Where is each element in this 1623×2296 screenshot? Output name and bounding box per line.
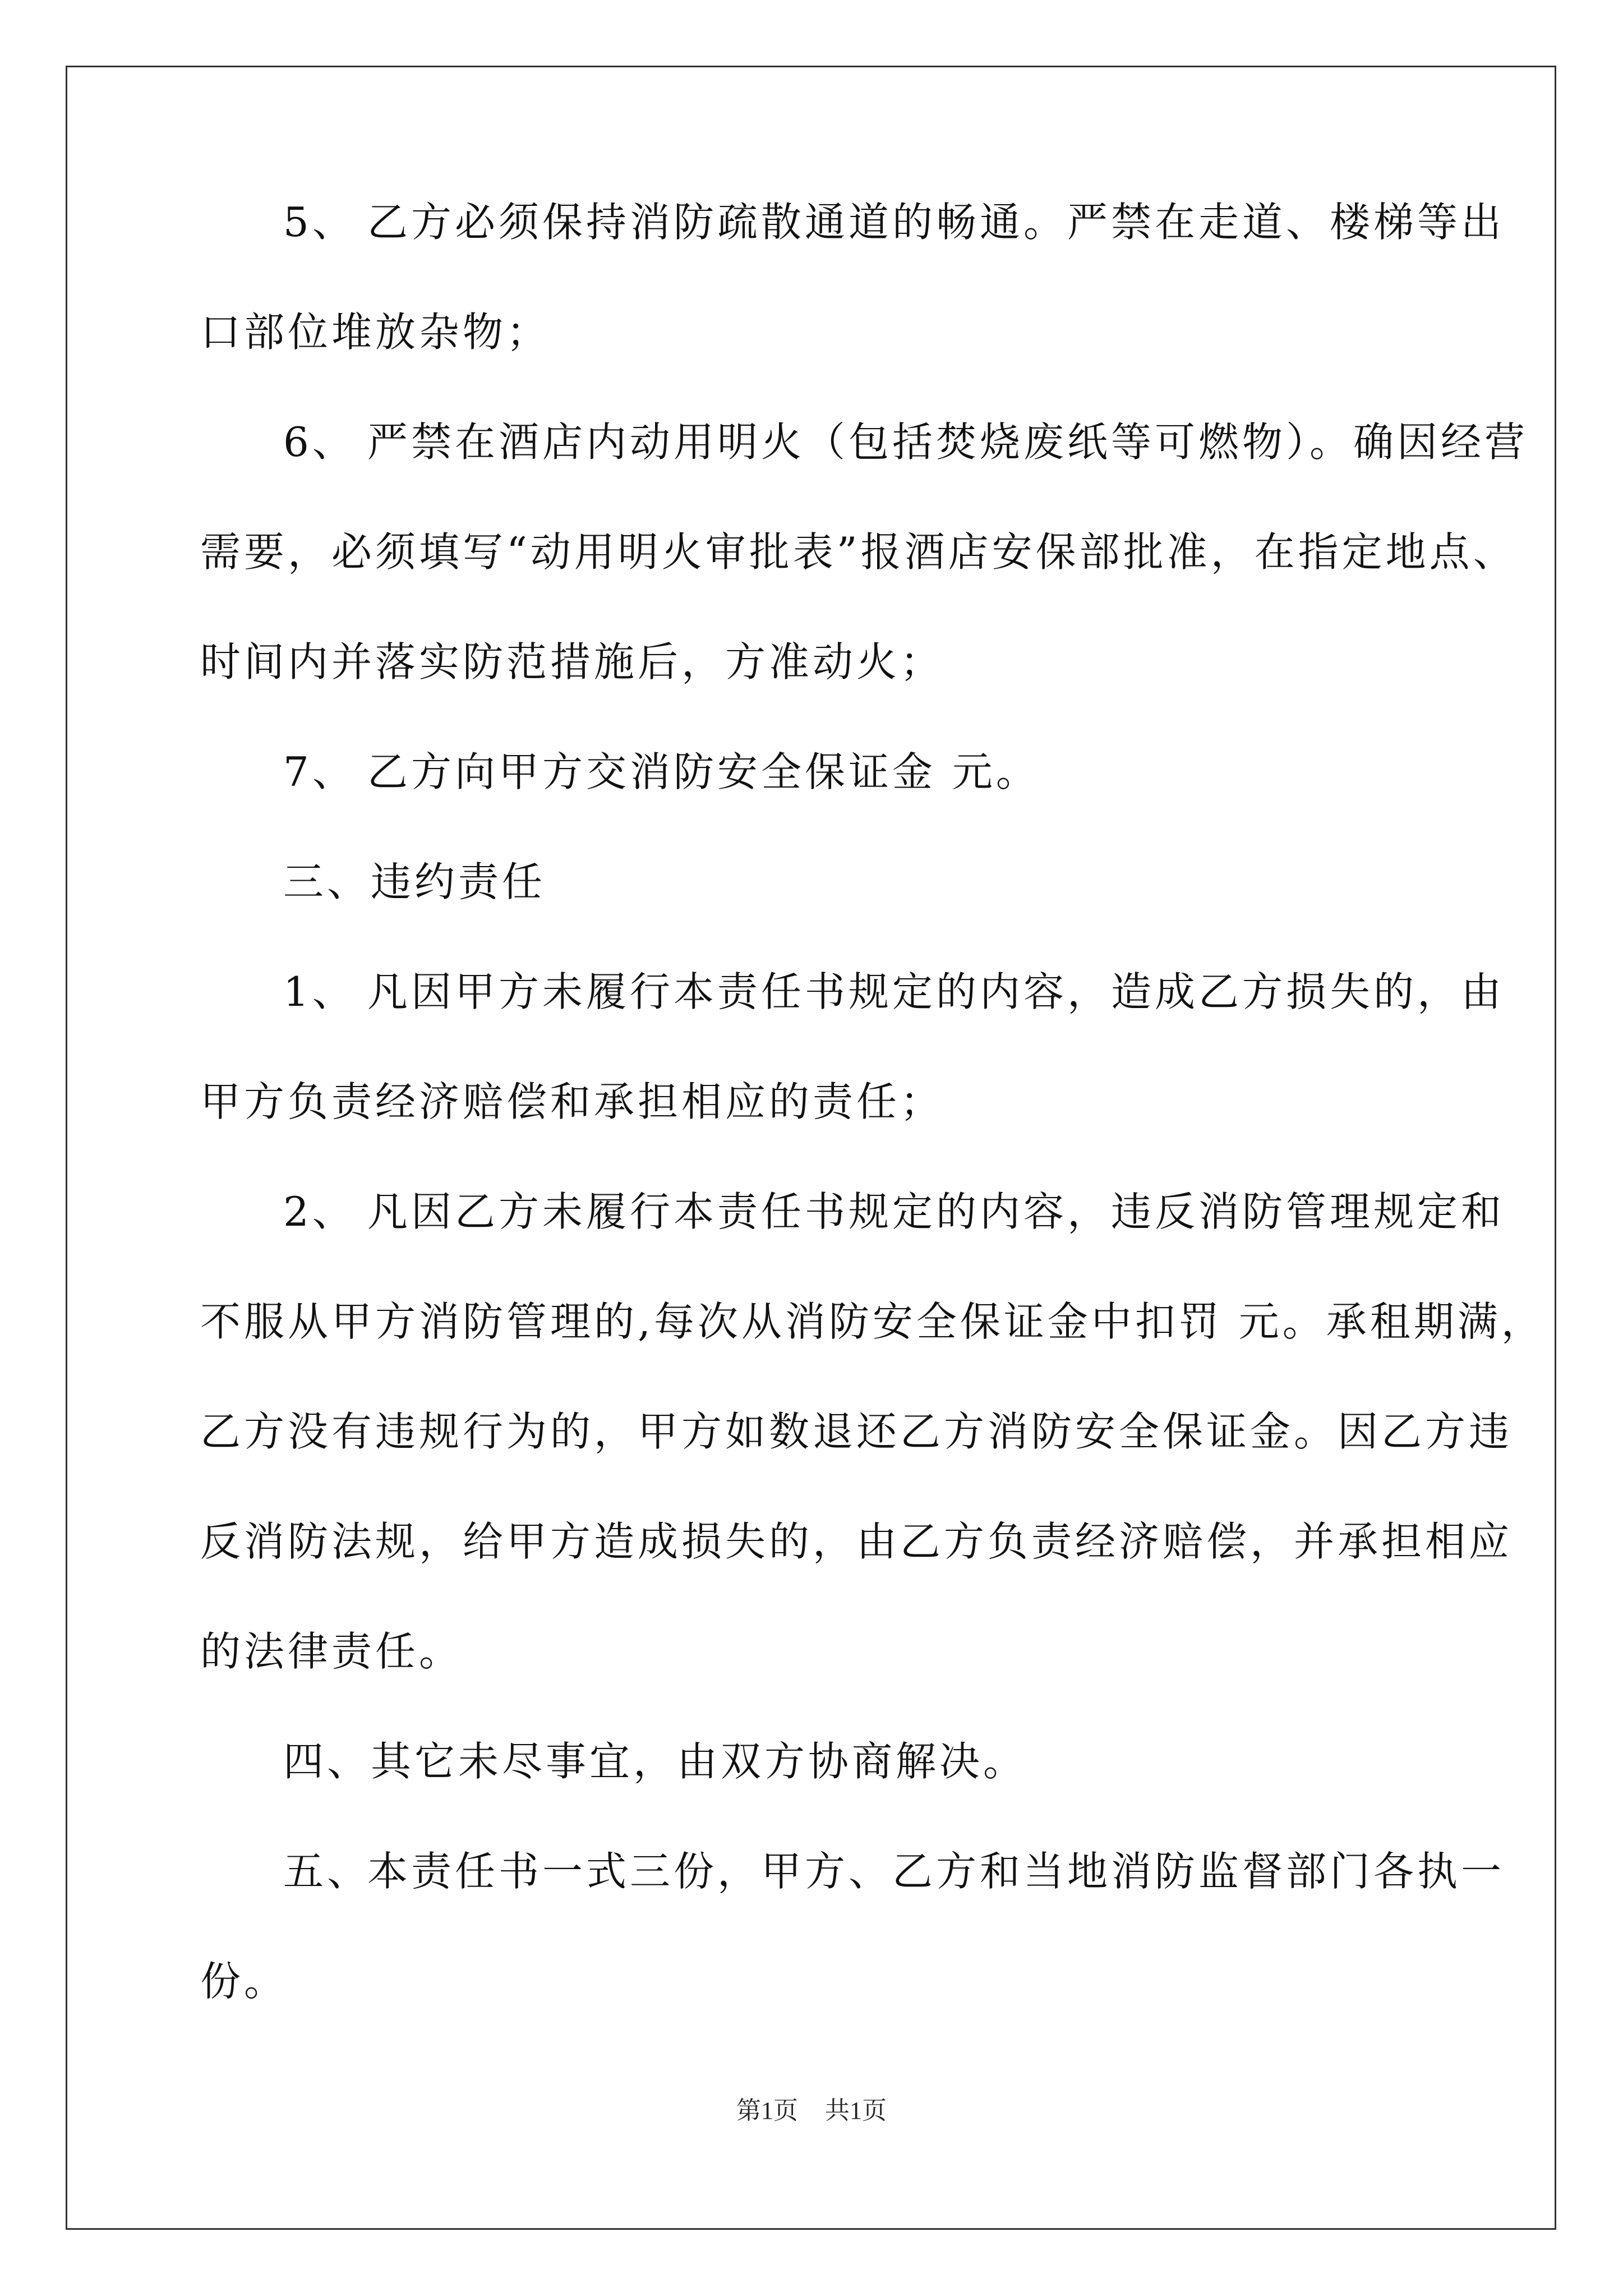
page-footer bbox=[0, 2090, 1623, 2126]
section-3-heading bbox=[200, 858, 1423, 972]
clause-number: 5、 bbox=[283, 199, 356, 246]
section-number: 三、 bbox=[283, 858, 371, 905]
clause-5-line-2 bbox=[200, 309, 1423, 422]
liability-1-line-2 bbox=[200, 1078, 1423, 1191]
clause-text: 乙方必须保持消防疏散通道的畅通。严禁在走道、楼梯等出 bbox=[367, 199, 1505, 246]
liability-1-line-1 bbox=[200, 968, 1505, 1082]
page-number: 第1页 bbox=[736, 2097, 798, 2124]
clause-text: 严禁在酒店内动用明火（包括焚烧废纸等可燃物）。确因经营 bbox=[367, 418, 1529, 466]
section-text: 本责任书一式三份，甲方、乙方和当地消防监督部门各执一 bbox=[367, 1848, 1505, 1895]
clause-number: 2、 bbox=[283, 1188, 356, 1235]
section-text: 份。 bbox=[200, 1958, 288, 2005]
clause-text: 凡因乙方未履行本责任书规定的内容，违反消防管理规定和 bbox=[367, 1188, 1505, 1235]
clause-text: 的法律责任。 bbox=[200, 1628, 463, 1675]
section-5-line-1 bbox=[200, 1848, 1505, 1961]
clause-number: 7、 bbox=[283, 748, 356, 795]
section-4-line-1 bbox=[200, 1738, 1423, 1851]
section-text: 其它未尽事宜，由双方协商解决。 bbox=[371, 1738, 1027, 1785]
clause-text: 需要，必须填写“动用明火审批表”报酒店安保部批准，在指定地点、 bbox=[200, 528, 1517, 576]
clause-text: 时间内并落实防范措施后，方准动火； bbox=[200, 638, 944, 685]
clause-6-line-3 bbox=[200, 638, 1423, 752]
liability-2-line-1 bbox=[200, 1188, 1505, 1301]
liability-2-line-4 bbox=[200, 1518, 1513, 1631]
section-5-line-2 bbox=[200, 1958, 1423, 2071]
clause-number: 1、 bbox=[283, 968, 356, 1015]
clause-text: 口部位堆放杂物； bbox=[200, 309, 551, 356]
clause-7-line-1 bbox=[200, 748, 1423, 862]
clause-text: 反消防法规，给甲方造成损失的，由乙方负责经济赔偿，并承担相应 bbox=[200, 1518, 1513, 1565]
liability-2-line-3 bbox=[200, 1408, 1513, 1521]
liability-2-line-2 bbox=[200, 1298, 1545, 1411]
clause-text: 甲方负责经济赔偿和承担相应的责任； bbox=[200, 1078, 944, 1125]
page-total: 共1页 bbox=[825, 2097, 887, 2124]
clause-5-line-1 bbox=[200, 199, 1505, 312]
clause-text: 乙方没有违规行为的，甲方如数退还乙方消防安全保证金。因乙方违 bbox=[200, 1408, 1513, 1455]
section-number: 四、 bbox=[283, 1738, 371, 1785]
clause-6-line-1 bbox=[200, 418, 1529, 532]
section-title: 违约责任 bbox=[371, 858, 546, 905]
clause-number: 6、 bbox=[283, 418, 356, 466]
clause-text: 不服从甲方消防管理的,每次从消防安全保证金中扣罚 元。承租期满， bbox=[200, 1298, 1545, 1345]
liability-2-line-5 bbox=[200, 1628, 1423, 1741]
clause-6-line-2 bbox=[200, 528, 1517, 642]
document-body bbox=[200, 199, 1545, 2071]
section-number: 五、 bbox=[283, 1848, 371, 1895]
clause-text: 乙方向甲方交消防安全保证金 元。 bbox=[367, 748, 1040, 795]
clause-text: 凡因甲方未履行本责任书规定的内容，造成乙方损失的，由 bbox=[367, 968, 1505, 1015]
